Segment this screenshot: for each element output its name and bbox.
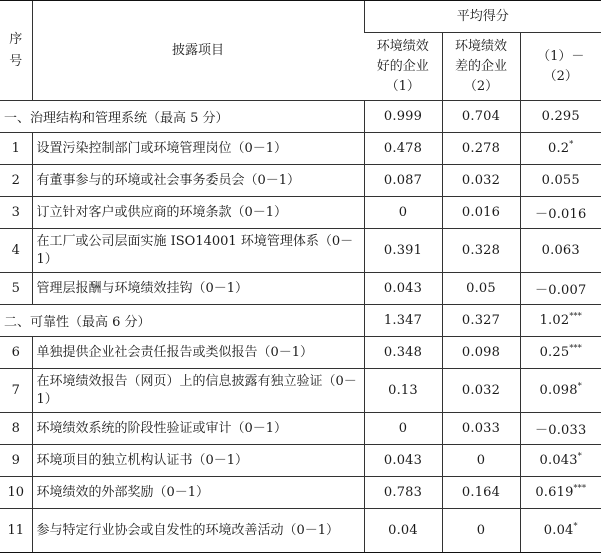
table-row <box>0 273 601 305</box>
table-row <box>0 229 601 273</box>
table-row <box>0 369 601 413</box>
significance-mark: *** <box>569 311 582 321</box>
difference-value: 0.043 <box>539 453 578 468</box>
score-difference <box>520 413 601 445</box>
row-item-label: 管理层报酬与环境绩效挂钩（0－1） <box>32 273 364 305</box>
header-bad-firms: 环境绩效 差的企业 （2） <box>442 33 520 101</box>
score-difference <box>520 165 601 197</box>
difference-value: 0.04 <box>543 523 574 538</box>
good-firm-score: 0.391 <box>364 229 442 273</box>
row-item-label: 参与特定行业协会或自发性的环境改善活动（0－1） <box>32 509 364 553</box>
header-difference: （1）－（2） <box>520 33 601 101</box>
difference-value: －0.016 <box>535 207 587 222</box>
row-item-label: 有董事参与的环境或社会事务委员会（0－1） <box>32 165 364 197</box>
score-difference <box>520 445 601 477</box>
header-good-firms: 环境绩效 好的企业 （1） <box>364 33 442 101</box>
difference-value: 0.055 <box>541 173 580 188</box>
significance-mark: * <box>569 139 574 149</box>
bad-firm-score: 0.327 <box>442 305 520 337</box>
row-seq: 3 <box>0 197 32 229</box>
row-item-label: 环境项目的独立机构认证书（0－1） <box>32 445 364 477</box>
score-difference <box>520 133 601 165</box>
row-item-label: 环境绩效系统的阶段性验证或审计（0－1） <box>32 413 364 445</box>
bad-firm-score: 0.098 <box>442 337 520 369</box>
good-firm-score: 1.347 <box>364 305 442 337</box>
bad-firm-score: 0 <box>442 509 520 553</box>
difference-value: 0.25 <box>539 345 570 360</box>
section-row <box>0 101 601 133</box>
score-difference <box>520 337 601 369</box>
row-seq: 1 <box>0 133 32 165</box>
bad-firm-score: 0.016 <box>442 197 520 229</box>
row-seq: 5 <box>0 273 32 305</box>
row-seq: 11 <box>0 509 32 553</box>
row-item-label: 在环境绩效报告（网页）上的信息披露有独立验证（0－1） <box>32 369 364 413</box>
table-row <box>0 413 601 445</box>
significance-mark: * <box>573 521 578 531</box>
table-body <box>0 101 601 553</box>
good-firm-score: 0.043 <box>364 273 442 305</box>
table-row <box>0 445 601 477</box>
significance-mark: * <box>577 381 582 391</box>
good-firm-score: 0.999 <box>364 101 442 133</box>
bad-firm-score: 0.033 <box>442 413 520 445</box>
bad-firm-score: 0.704 <box>442 101 520 133</box>
difference-value: －0.007 <box>535 283 587 298</box>
section-label: 一、治理结构和管理系统（最高 5 分） <box>0 101 364 133</box>
score-difference <box>520 369 601 413</box>
row-item-label: 单独提供企业社会责任报告或类似报告（0－1） <box>32 337 364 369</box>
score-difference <box>520 229 601 273</box>
header-avg-score: 平均得分 <box>364 1 601 33</box>
good-firm-score: 0.087 <box>364 165 442 197</box>
header-item: 披露项目 <box>32 1 364 101</box>
score-difference <box>520 197 601 229</box>
section-row <box>0 305 601 337</box>
bad-firm-score: 0.328 <box>442 229 520 273</box>
significance-mark: *** <box>569 343 582 353</box>
good-firm-score: 0 <box>364 197 442 229</box>
score-difference <box>520 101 601 133</box>
row-item-label: 环境绩效的外部奖励（0－1） <box>32 477 364 509</box>
bad-firm-score: 0.164 <box>442 477 520 509</box>
good-firm-score: 0.783 <box>364 477 442 509</box>
table-row <box>0 477 601 509</box>
bad-firm-score: 0.032 <box>442 369 520 413</box>
row-seq: 2 <box>0 165 32 197</box>
table-row <box>0 197 601 229</box>
good-firm-score: 0 <box>364 413 442 445</box>
difference-value: 0.2 <box>548 141 570 156</box>
difference-value: 0.098 <box>539 383 578 398</box>
table-row <box>0 509 601 553</box>
table-row <box>0 133 601 165</box>
row-seq: 10 <box>0 477 32 509</box>
row-item-label: 设置污染控制部门或环境管理岗位（0－1） <box>32 133 364 165</box>
score-difference <box>520 273 601 305</box>
table-row <box>0 165 601 197</box>
difference-value: 1.02 <box>539 313 570 328</box>
row-item-label: 在工厂或公司层面实施 ISO14001 环境管理体系（0－1） <box>32 229 364 273</box>
row-seq: 4 <box>0 229 32 273</box>
good-firm-score: 0.478 <box>364 133 442 165</box>
difference-value: 0.063 <box>541 243 580 258</box>
difference-value: 0.295 <box>541 109 580 124</box>
bad-firm-score: 0.05 <box>442 273 520 305</box>
significance-mark: *** <box>573 483 587 493</box>
difference-value: 0.619 <box>535 485 574 500</box>
difference-value: －0.033 <box>535 423 587 438</box>
header-seq: 序 号 <box>0 1 32 101</box>
score-difference <box>520 477 601 509</box>
bad-firm-score: 0.032 <box>442 165 520 197</box>
row-seq: 8 <box>0 413 32 445</box>
section-label: 二、可靠性（最高 6 分） <box>0 305 364 337</box>
row-seq: 6 <box>0 337 32 369</box>
score-difference <box>520 509 601 553</box>
significance-mark: * <box>577 451 582 461</box>
table-row <box>0 337 601 369</box>
good-firm-score: 0.043 <box>364 445 442 477</box>
row-item-label: 订立针对客户或供应商的环境条款（0－1） <box>32 197 364 229</box>
bad-firm-score: 0.278 <box>442 133 520 165</box>
row-seq: 9 <box>0 445 32 477</box>
bad-firm-score: 0 <box>442 445 520 477</box>
good-firm-score: 0.348 <box>364 337 442 369</box>
row-seq: 7 <box>0 369 32 413</box>
good-firm-score: 0.13 <box>364 369 442 413</box>
good-firm-score: 0.04 <box>364 509 442 553</box>
score-difference <box>520 305 601 337</box>
